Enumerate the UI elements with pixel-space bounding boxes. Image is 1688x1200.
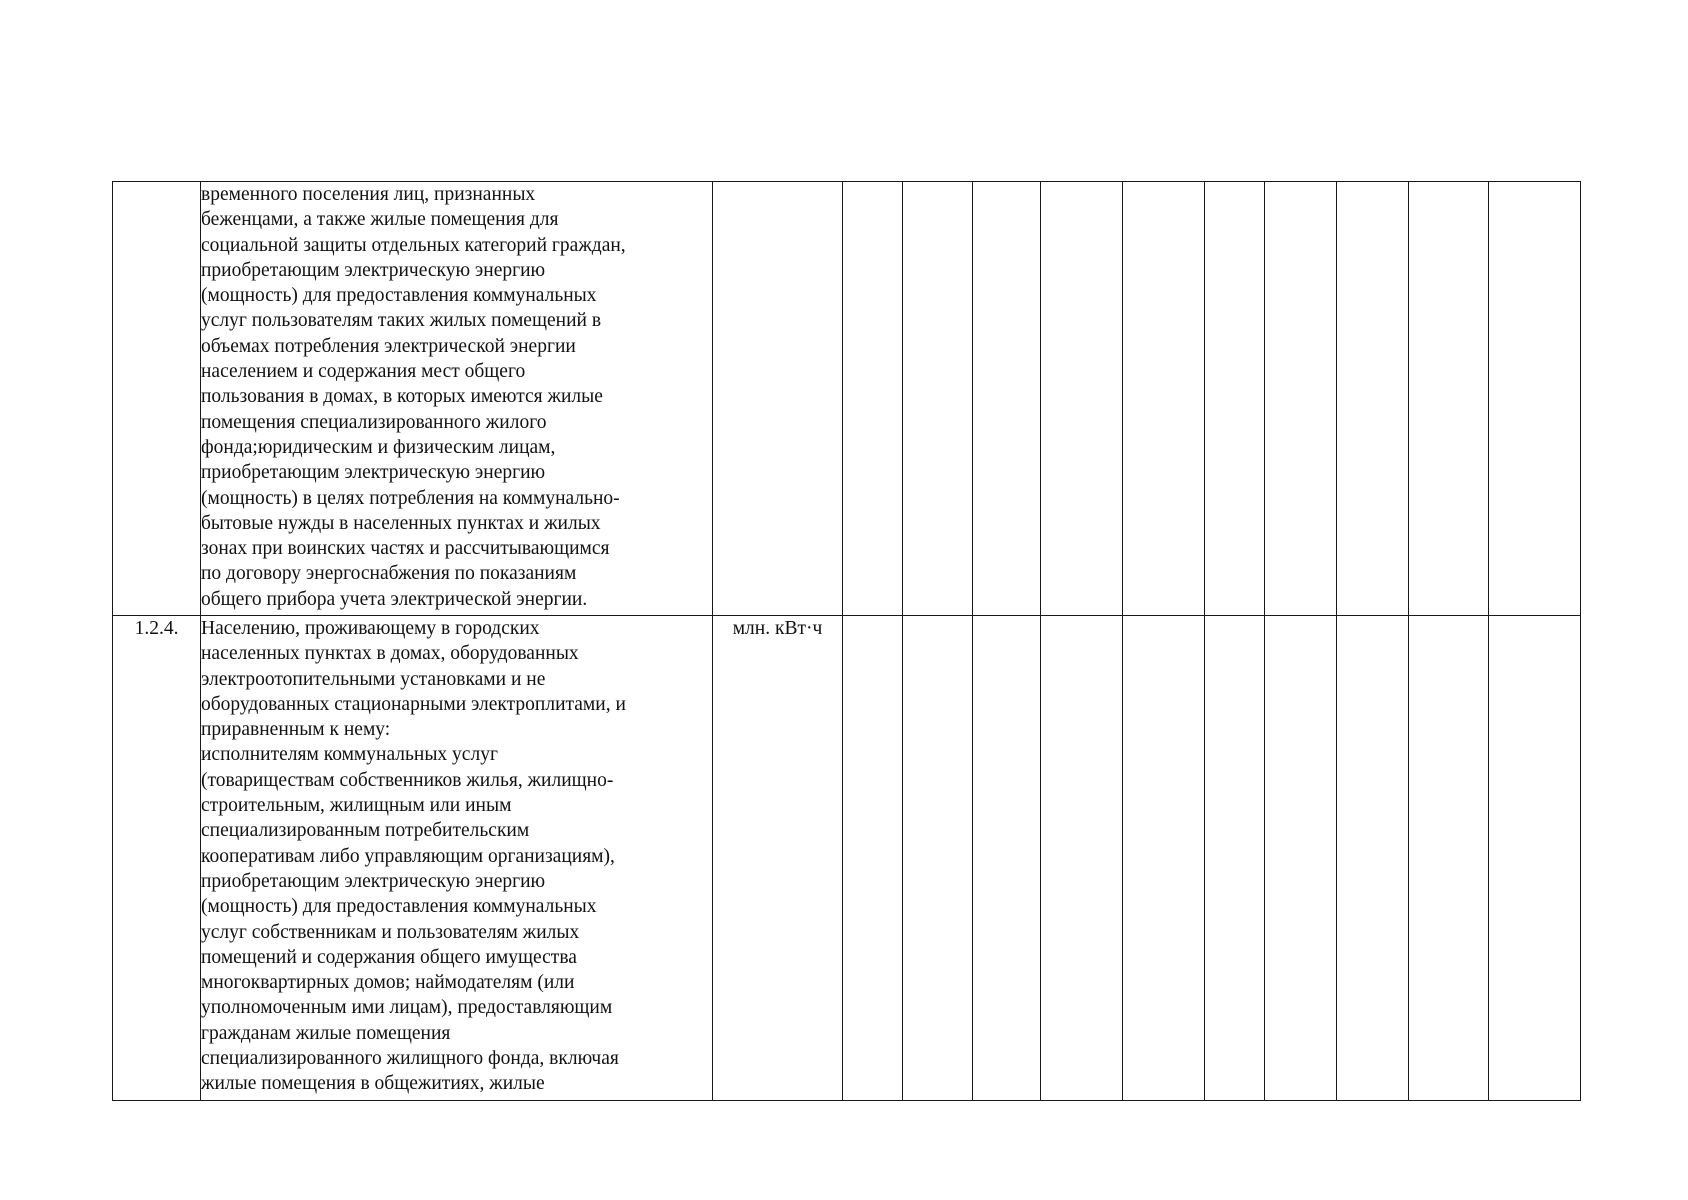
row-description-cell bbox=[201, 182, 713, 616]
tariff-table bbox=[112, 181, 1581, 1101]
description-line: услуг собственникам и пользователям жилых bbox=[201, 921, 580, 943]
description-line: электроотопительными установками и не bbox=[201, 668, 546, 690]
description-line: помещения специализированного жилого bbox=[201, 411, 547, 433]
description-line: временного поселения лиц, признанных bbox=[201, 184, 536, 205]
value-cell bbox=[903, 182, 973, 616]
value-cell bbox=[1205, 616, 1265, 1101]
value-cell bbox=[973, 182, 1041, 616]
value-cell bbox=[1409, 182, 1489, 616]
description-line: специализированным потребительским bbox=[201, 820, 530, 842]
value-cell bbox=[1489, 182, 1581, 616]
description-line: услуг пользователям таких жилых помещений в bbox=[201, 310, 602, 332]
description-line: общего прибора учета электрической энергии. bbox=[201, 588, 588, 610]
value-cell bbox=[1337, 182, 1409, 616]
description-line: помещений и содержания общего имущества bbox=[201, 946, 577, 968]
description-line: оборудованных стационарными электроплитами, и bbox=[201, 693, 626, 715]
description-line: социальной защиты отдельных категорий граждан, bbox=[201, 234, 626, 256]
description-line: по договору энергоснабжения по показаниям bbox=[201, 563, 577, 585]
description-line: (товариществам собственников жилья, жилищно- bbox=[201, 769, 614, 791]
description-line: приобретающим электрическую энергию bbox=[201, 870, 546, 892]
value-cell bbox=[1409, 616, 1489, 1101]
description-line: исполнителям коммунальных услуг bbox=[201, 744, 498, 766]
value-cell bbox=[843, 182, 903, 616]
description-line: приравненным к нему: bbox=[201, 719, 391, 741]
description-line: (мощность) для предоставления коммунальных bbox=[201, 896, 597, 918]
row-number-cell bbox=[113, 182, 201, 616]
description-line: жилые помещения в общежитиях, жилые bbox=[201, 1073, 545, 1095]
description-line: уполномоченным ими лицам), предоставляющим bbox=[201, 997, 613, 1019]
description-line: бытовые нужды в населенных пунктах и жилых bbox=[201, 512, 601, 534]
value-cell bbox=[1041, 616, 1123, 1101]
value-cell bbox=[1041, 182, 1123, 616]
description-line: фонда;юридическим и физическим лицам, bbox=[201, 436, 556, 458]
description-line: кооперативам либо управляющим организациям), bbox=[201, 845, 615, 867]
row-description-cell bbox=[201, 616, 713, 1101]
description-line: объемах потребления электрической энергии bbox=[201, 335, 576, 357]
value-cell bbox=[843, 616, 903, 1101]
description-line: беженцами, а также жилые помещения для bbox=[201, 209, 559, 231]
description-line: (мощность) в целях потребления на коммунально- bbox=[201, 487, 620, 509]
description-line: Населению, проживающему в городских bbox=[201, 618, 540, 639]
table-row bbox=[113, 182, 1581, 616]
value-cell bbox=[973, 616, 1041, 1101]
value-cell bbox=[1123, 182, 1205, 616]
description-line: пользования в домах, в которых имеются жилые bbox=[201, 386, 603, 408]
value-cell bbox=[1489, 616, 1581, 1101]
description-line: приобретающим электрическую энергию bbox=[201, 462, 546, 484]
value-cell bbox=[1337, 616, 1409, 1101]
row-number-cell: 1.2.4. bbox=[113, 616, 201, 1101]
description-line: приобретающим электрическую энергию bbox=[201, 259, 546, 281]
description-line: строительным, жилищным или иным bbox=[201, 795, 512, 817]
description-line: специализированного жилищного фонда, включая bbox=[201, 1048, 619, 1070]
description-line: зонах при воинских частях и рассчитывающимся bbox=[201, 538, 610, 560]
unit-cell: млн. кВт·ч bbox=[713, 616, 843, 1101]
description-line: гражданам жилые помещения bbox=[201, 1022, 451, 1044]
description-line: многоквартирных домов; наймодателям (или bbox=[201, 972, 575, 994]
unit-cell bbox=[713, 182, 843, 616]
value-cell bbox=[1205, 182, 1265, 616]
table-row bbox=[113, 616, 1581, 1101]
value-cell bbox=[1123, 616, 1205, 1101]
description-line: (мощность) для предоставления коммунальных bbox=[201, 285, 597, 307]
description-line: населением и содержания мест общего bbox=[201, 361, 526, 383]
value-cell bbox=[903, 616, 973, 1101]
description-line: населенных пунктах в домах, оборудованных bbox=[201, 643, 579, 665]
value-cell bbox=[1265, 182, 1337, 616]
value-cell bbox=[1265, 616, 1337, 1101]
